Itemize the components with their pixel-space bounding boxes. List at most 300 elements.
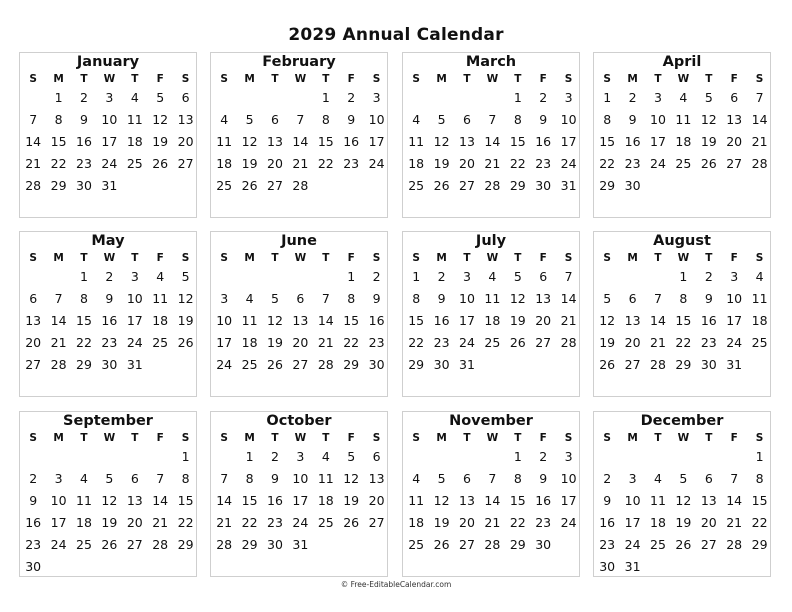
weekday-label: S — [29, 73, 37, 85]
date-cell: 17 — [50, 515, 67, 530]
date-cell: 16 — [25, 515, 42, 530]
month-october — [210, 411, 388, 577]
date-cell: 19 — [433, 515, 450, 530]
date-cell: 28 — [25, 178, 42, 193]
month-march — [402, 52, 580, 218]
weekday-label: S — [181, 432, 190, 444]
date-cell: 29 — [241, 537, 258, 552]
date-cell: 10 — [560, 112, 577, 127]
date-cell: 15 — [241, 493, 258, 508]
weekday-label: T — [514, 73, 522, 85]
date-cell: 4 — [245, 291, 254, 306]
weekday-label: T — [514, 432, 522, 444]
date-cell: 2 — [347, 90, 356, 105]
date-cell: 19 — [700, 134, 717, 149]
date-cell: 21 — [650, 335, 666, 350]
date-cell: 8 — [347, 291, 356, 306]
date-cell: 24 — [650, 156, 666, 171]
date-cell: 14 — [484, 134, 501, 149]
date-cell: 4 — [156, 269, 165, 284]
date-cell: 2 — [603, 471, 612, 486]
weekday-label: S — [372, 432, 381, 444]
date-cell: 29 — [408, 357, 425, 372]
month-april — [593, 52, 771, 218]
date-cell: 7 — [296, 112, 305, 127]
date-cell: 21 — [560, 313, 577, 328]
date-cell: 1 — [245, 449, 254, 464]
month-name: February — [262, 54, 336, 70]
date-cell: 26 — [152, 156, 169, 171]
date-cell: 14 — [484, 493, 501, 508]
date-cell: 1 — [679, 269, 688, 284]
date-cell: 18 — [751, 313, 768, 328]
date-cell: 31 — [459, 357, 475, 372]
weekday-label: S — [564, 252, 573, 264]
month-name: November — [449, 413, 533, 429]
date-cell: 13 — [267, 134, 283, 149]
date-cell: 24 — [50, 537, 67, 552]
date-cell: 5 — [156, 90, 165, 105]
date-cell: 4 — [412, 471, 421, 486]
date-cell: 23 — [343, 156, 360, 171]
date-cell: 28 — [152, 537, 169, 552]
date-cell: 25 — [650, 537, 666, 552]
date-cell: 15 — [177, 493, 194, 508]
weekday-label: T — [80, 432, 88, 444]
month-name: September — [63, 413, 153, 429]
date-cell: 17 — [650, 134, 666, 149]
date-cell: 20 — [126, 515, 143, 530]
date-cell: 26 — [675, 537, 692, 552]
date-cell: 13 — [177, 112, 194, 127]
date-cell: 19 — [101, 515, 118, 530]
date-cell: 30 — [535, 178, 552, 193]
date-cell: 20 — [25, 335, 42, 350]
weekday-label: W — [486, 73, 499, 85]
weekday-label: F — [347, 432, 355, 444]
date-cell: 3 — [220, 291, 229, 306]
date-cell: 23 — [599, 537, 616, 552]
date-cell: 21 — [751, 134, 768, 149]
date-cell: 21 — [216, 515, 233, 530]
weekday-header — [20, 430, 196, 448]
date-cell: 7 — [220, 471, 229, 486]
weekday-label: T — [131, 73, 139, 85]
date-cell: 19 — [675, 515, 692, 530]
date-cell: 16 — [599, 515, 616, 530]
date-cell: 8 — [679, 291, 688, 306]
date-cell: 19 — [599, 335, 616, 350]
date-cell: 9 — [80, 112, 88, 127]
month-december — [593, 411, 771, 577]
date-cell: 10 — [126, 291, 143, 306]
date-cell: 25 — [241, 357, 258, 372]
weekday-label: W — [677, 252, 690, 264]
date-cell: 17 — [101, 134, 118, 149]
date-cell: 6 — [463, 112, 471, 127]
weekday-label: F — [730, 432, 738, 444]
date-cell: 26 — [343, 515, 360, 530]
date-cell: 11 — [675, 112, 692, 127]
date-cell: 8 — [181, 471, 190, 486]
date-cell: 27 — [25, 357, 42, 372]
date-cell: 16 — [433, 313, 450, 328]
date-cell: 21 — [317, 335, 334, 350]
weekday-label: T — [654, 73, 662, 85]
weekday-label: T — [322, 252, 330, 264]
date-cell: 27 — [292, 357, 309, 372]
weekday-label: T — [322, 432, 330, 444]
date-cell: 6 — [463, 471, 471, 486]
date-cell: 1 — [412, 269, 421, 284]
weekday-label: S — [220, 432, 228, 444]
month-name: June — [281, 233, 317, 249]
weekday-label: S — [220, 252, 228, 264]
footer-credit: © Free-EditableCalendar.com — [340, 580, 452, 589]
date-cell: 9 — [539, 112, 548, 127]
date-cell: 27 — [535, 335, 552, 350]
date-cell: 23 — [535, 156, 552, 171]
date-cell: 27 — [459, 537, 475, 552]
date-cell: 3 — [130, 269, 139, 284]
months-grid — [19, 52, 774, 582]
date-cell: 13 — [624, 313, 641, 328]
date-cell: 4 — [679, 90, 688, 105]
date-cell: 19 — [509, 313, 526, 328]
date-cell: 5 — [704, 90, 713, 105]
date-cell: 2 — [80, 90, 88, 105]
date-cell: 22 — [343, 335, 360, 350]
date-cell: 25 — [317, 515, 334, 530]
weekday-label: W — [294, 432, 307, 444]
date-cell: 6 — [29, 291, 38, 306]
date-cell: 21 — [484, 156, 501, 171]
date-cell: 6 — [271, 112, 279, 127]
date-cell: 8 — [54, 112, 63, 127]
date-cell: 22 — [177, 515, 194, 530]
date-cell: 13 — [368, 471, 385, 486]
date-cell: 18 — [216, 156, 233, 171]
date-cell: 12 — [343, 471, 360, 486]
date-cell: 12 — [675, 493, 692, 508]
date-cell: 16 — [700, 313, 717, 328]
date-cell: 14 — [50, 313, 67, 328]
date-cell: 28 — [216, 537, 233, 552]
weekday-label: T — [705, 432, 713, 444]
date-cell: 28 — [50, 357, 67, 372]
weekday-label: F — [156, 432, 164, 444]
weekday-label: T — [271, 432, 279, 444]
date-cell: 3 — [628, 471, 637, 486]
date-cell: 15 — [50, 134, 67, 149]
date-cell: 16 — [76, 134, 92, 149]
weekday-label: W — [677, 73, 690, 85]
weekday-label: W — [486, 252, 499, 264]
date-cell: 7 — [488, 471, 497, 486]
date-cell: 10 — [560, 471, 577, 486]
weekday-label: F — [347, 73, 355, 85]
weekday-label: T — [131, 252, 139, 264]
date-cell: 6 — [130, 471, 139, 486]
date-cell: 11 — [76, 493, 92, 508]
date-cell: 20 — [177, 134, 194, 149]
date-cell: 9 — [105, 291, 114, 306]
weekday-label: S — [564, 73, 573, 85]
date-cell: 1 — [80, 269, 88, 284]
date-cell: 12 — [433, 134, 450, 149]
date-cell: 18 — [408, 515, 425, 530]
date-cell: 17 — [216, 335, 233, 350]
weekday-label: F — [730, 73, 738, 85]
date-cell: 9 — [372, 291, 381, 306]
date-cell: 27 — [177, 156, 194, 171]
date-cell: 11 — [408, 134, 425, 149]
date-cell: 15 — [599, 134, 616, 149]
date-cell: 3 — [564, 90, 573, 105]
month-name: October — [266, 413, 332, 429]
date-cell: 17 — [126, 313, 143, 328]
weekday-header — [594, 430, 770, 448]
date-cell: 11 — [241, 313, 258, 328]
date-cell: 13 — [126, 493, 143, 508]
date-cell: 24 — [126, 335, 143, 350]
date-cell: 12 — [177, 291, 194, 306]
weekday-label: M — [436, 432, 447, 444]
weekday-label: T — [654, 252, 662, 264]
date-cell: 20 — [700, 515, 717, 530]
date-cell: 24 — [216, 357, 233, 372]
date-cell: 16 — [267, 493, 283, 508]
date-cell: 20 — [624, 335, 641, 350]
date-cell: 14 — [216, 493, 233, 508]
weekday-label: F — [730, 252, 738, 264]
date-cell: 24 — [560, 515, 577, 530]
date-cell: 8 — [321, 112, 330, 127]
date-cell: 15 — [317, 134, 334, 149]
weekday-label: S — [603, 73, 611, 85]
date-cell: 2 — [437, 269, 446, 284]
date-cell: 5 — [271, 291, 279, 306]
date-cell: 6 — [704, 471, 713, 486]
month-name: August — [653, 233, 711, 249]
date-cell: 27 — [700, 537, 717, 552]
weekday-label: M — [244, 432, 255, 444]
date-cell: 14 — [317, 313, 334, 328]
date-cell: 19 — [343, 493, 360, 508]
weekday-label: F — [347, 252, 355, 264]
date-cell: 12 — [101, 493, 118, 508]
date-cell: 30 — [535, 537, 552, 552]
date-cell: 3 — [54, 471, 63, 486]
date-cell: 26 — [433, 178, 450, 193]
date-cell: 28 — [560, 335, 577, 350]
date-cell: 9 — [628, 112, 637, 127]
date-cell: 23 — [25, 537, 42, 552]
date-cell: 27 — [368, 515, 385, 530]
month-name: July — [475, 233, 507, 249]
date-cell: 12 — [152, 112, 169, 127]
date-cell: 24 — [292, 515, 309, 530]
date-cell: 24 — [459, 335, 475, 350]
weekday-label: W — [103, 73, 116, 85]
date-cell: 22 — [599, 156, 616, 171]
month-name: December — [640, 413, 724, 429]
date-cell: 25 — [408, 178, 425, 193]
date-cell: 31 — [292, 537, 309, 552]
date-cell: 7 — [29, 112, 38, 127]
date-cell: 19 — [152, 134, 169, 149]
date-cell: 22 — [76, 335, 92, 350]
date-cell: 5 — [437, 112, 446, 127]
date-cell: 30 — [599, 559, 616, 574]
date-cell: 23 — [433, 335, 450, 350]
date-cell: 28 — [292, 178, 309, 193]
date-cell: 25 — [76, 537, 92, 552]
date-cell: 21 — [484, 515, 501, 530]
date-cell: 23 — [368, 335, 385, 350]
date-cell: 29 — [509, 537, 526, 552]
weekday-label: T — [654, 432, 662, 444]
date-cell: 8 — [603, 112, 612, 127]
date-cell: 9 — [29, 493, 38, 508]
date-cell: 30 — [101, 357, 118, 372]
date-cell: 9 — [271, 471, 279, 486]
weekday-label: W — [677, 432, 690, 444]
date-cell: 6 — [628, 291, 637, 306]
date-cell: 25 — [751, 335, 768, 350]
date-cell: 22 — [509, 515, 526, 530]
date-cell: 25 — [126, 156, 143, 171]
date-cell: 23 — [535, 515, 552, 530]
weekday-label: T — [131, 432, 139, 444]
weekday-label: M — [627, 252, 638, 264]
weekday-label: W — [294, 252, 307, 264]
date-cell: 13 — [292, 313, 309, 328]
date-cell: 13 — [535, 291, 552, 306]
date-cell: 7 — [564, 269, 573, 284]
date-cell: 1 — [513, 90, 522, 105]
date-cell: 4 — [220, 112, 229, 127]
date-cell: 12 — [509, 291, 526, 306]
date-cell: 1 — [603, 90, 612, 105]
date-cell: 30 — [76, 178, 92, 193]
date-cell: 13 — [459, 493, 475, 508]
date-cell: 19 — [267, 335, 283, 350]
date-cell: 19 — [433, 156, 450, 171]
date-cell: 4 — [412, 112, 421, 127]
weekday-label: T — [463, 252, 471, 264]
date-cell: 17 — [459, 313, 475, 328]
date-cell: 1 — [321, 90, 330, 105]
date-cell: 28 — [650, 357, 666, 372]
date-cell: 31 — [560, 178, 577, 193]
date-cell: 30 — [25, 559, 42, 574]
date-cell: 11 — [126, 112, 143, 127]
date-cell: 17 — [624, 515, 641, 530]
date-cell: 20 — [368, 493, 385, 508]
date-cell: 26 — [101, 537, 118, 552]
date-cell: 16 — [368, 313, 385, 328]
date-cell: 20 — [267, 156, 283, 171]
date-cell: 13 — [700, 493, 717, 508]
date-cell: 1 — [513, 449, 522, 464]
date-cell: 6 — [539, 269, 548, 284]
date-cell: 2 — [539, 449, 548, 464]
date-cell: 18 — [408, 156, 425, 171]
weekday-label: F — [156, 252, 164, 264]
date-cell: 29 — [50, 178, 67, 193]
date-cell: 10 — [101, 112, 118, 127]
month-name: May — [91, 233, 125, 249]
date-cell: 7 — [755, 90, 764, 105]
date-cell: 6 — [730, 90, 739, 105]
date-cell: 8 — [245, 471, 254, 486]
date-cell: 9 — [603, 493, 612, 508]
date-cell: 26 — [433, 537, 450, 552]
date-cell: 21 — [726, 515, 743, 530]
date-cell: 15 — [408, 313, 425, 328]
date-cell: 21 — [292, 156, 309, 171]
date-cell: 3 — [730, 269, 739, 284]
weekday-label: F — [539, 432, 547, 444]
date-cell: 11 — [152, 291, 169, 306]
date-cell: 28 — [726, 537, 743, 552]
date-cell: 18 — [675, 134, 692, 149]
date-cell: 3 — [105, 90, 114, 105]
date-cell: 30 — [368, 357, 385, 372]
date-cell: 10 — [726, 291, 743, 306]
date-cell: 31 — [101, 178, 118, 193]
date-cell: 5 — [105, 471, 114, 486]
date-cell: 27 — [726, 156, 743, 171]
date-cell: 16 — [535, 493, 552, 508]
date-cell: 5 — [437, 471, 446, 486]
date-cell: 22 — [317, 156, 334, 171]
date-cell: 14 — [650, 313, 666, 328]
date-cell: 9 — [704, 291, 713, 306]
date-cell: 6 — [181, 90, 190, 105]
date-cell: 17 — [560, 493, 577, 508]
date-cell: 29 — [343, 357, 360, 372]
date-cell: 29 — [509, 178, 526, 193]
date-cell: 7 — [488, 112, 497, 127]
date-cell: 30 — [267, 537, 283, 552]
date-cell: 15 — [509, 134, 526, 149]
date-cell: 4 — [80, 471, 88, 486]
date-cell: 28 — [317, 357, 334, 372]
date-cell: 14 — [751, 112, 768, 127]
date-cell: 8 — [80, 291, 88, 306]
date-cell: 1 — [54, 90, 63, 105]
weekday-label: S — [29, 252, 37, 264]
date-cell: 2 — [628, 90, 637, 105]
date-cell: 8 — [412, 291, 421, 306]
date-cell: 31 — [624, 559, 641, 574]
date-cell: 31 — [726, 357, 743, 372]
date-cell: 24 — [368, 156, 385, 171]
date-cell: 1 — [347, 269, 356, 284]
date-cell: 24 — [726, 335, 743, 350]
date-cell: 7 — [156, 471, 165, 486]
date-cell: 22 — [751, 515, 768, 530]
date-cell: 31 — [126, 357, 143, 372]
date-cell: 29 — [675, 357, 692, 372]
date-cell: 26 — [267, 357, 283, 372]
date-cell: 28 — [484, 537, 501, 552]
weekday-label: S — [603, 252, 611, 264]
date-cell: 23 — [267, 515, 283, 530]
date-cell: 25 — [216, 178, 233, 193]
